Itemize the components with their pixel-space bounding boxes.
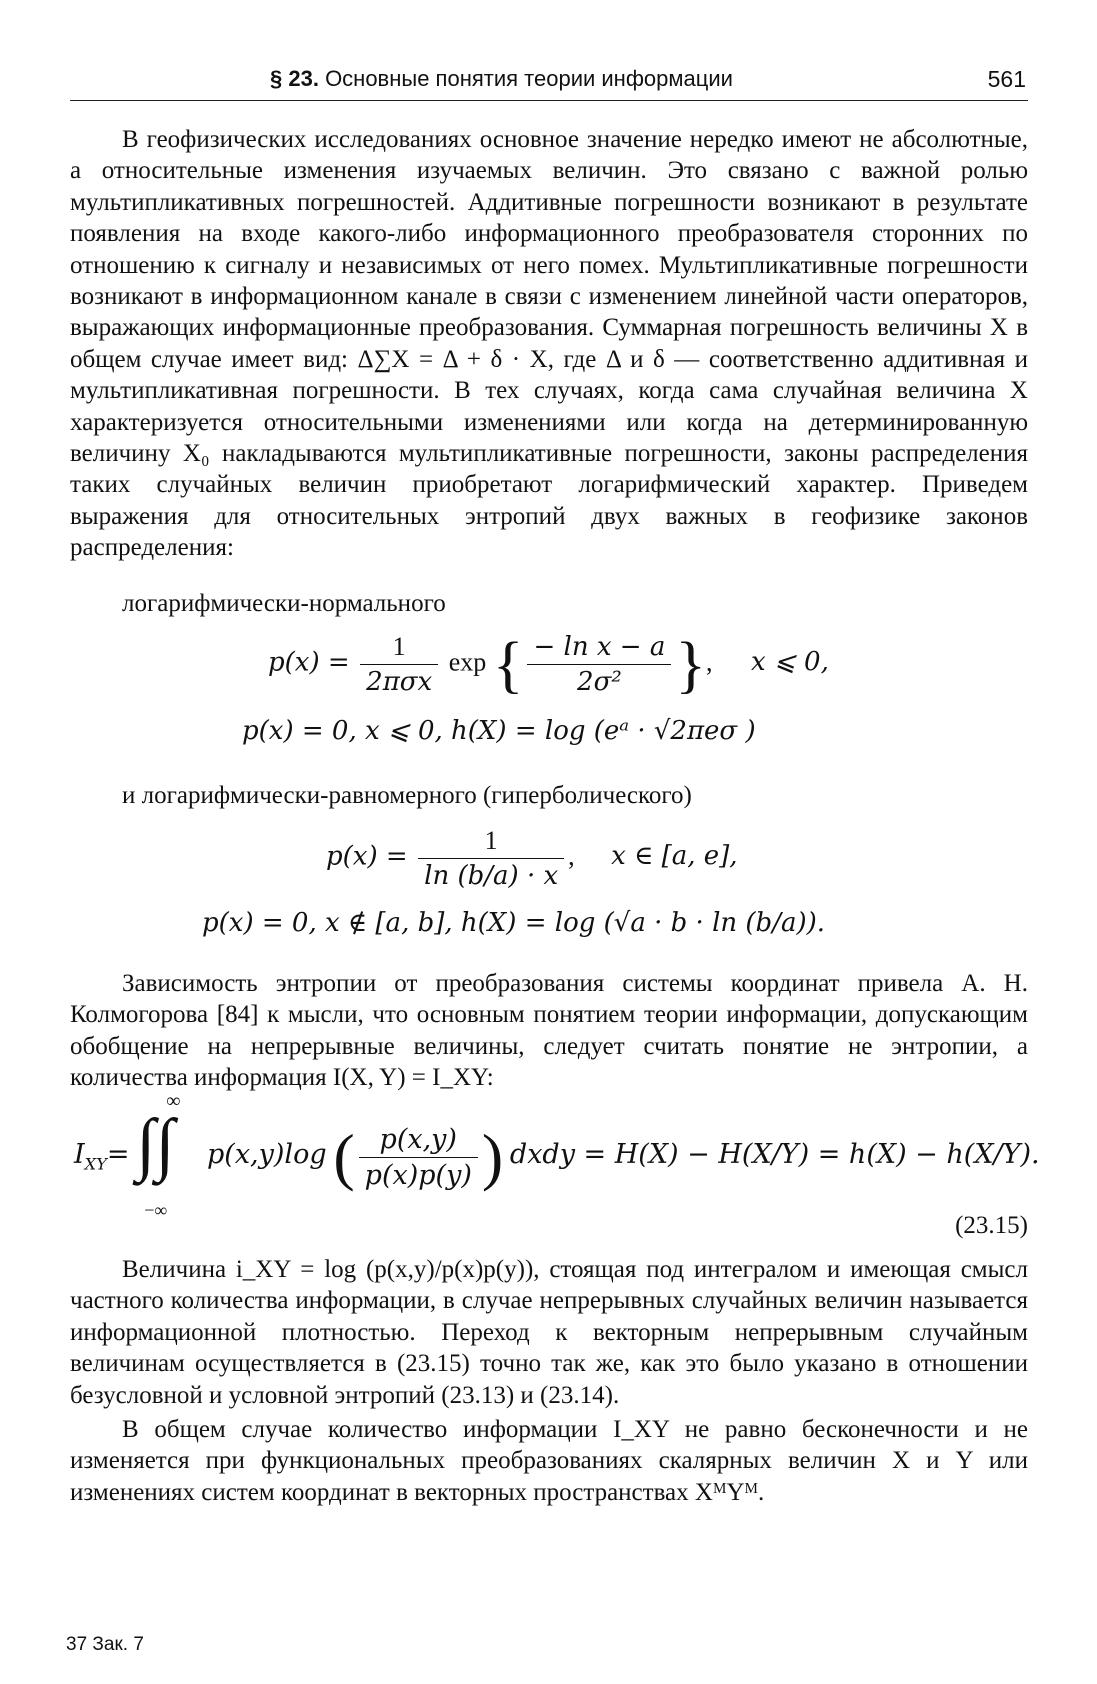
section-title: Основные понятия теории информации [325,66,733,91]
double-integral [136,1090,200,1220]
exponent-fraction: $\frac{\text{− ln x − a}}{\text{2σ²}}$ [527,632,671,697]
integral-sign: ∫∫ [136,1106,175,1183]
eq-lhs: p(x) = [268,647,350,678]
left-paren: ( [333,1121,355,1192]
lognormal-label: логарифмически-нормального [122,590,446,617]
page-number: 561 [987,66,1026,92]
equation-lognormal-entropy: p(x) = 0, x ⩽ 0, h(X) = log (eᵃ · √2πeσ ) [242,716,756,746]
equation-number: (23.15) [955,1212,1028,1239]
equation-lognormal-density: p(x) = $\frac{1}{\text{2πσx}}$ exp { $\frac{\text{− ln x − a}}{\text{2σ²}}$ }, x ⩽ 0, [268,628,829,700]
exp-function: exp [448,647,487,677]
right-brace: } [675,628,707,700]
eq-lhs: p(x) = [326,841,408,872]
eq-rhs: dxdy = H(X) − H(X/Y) = h(X) − h(X/Y). [509,1139,1040,1171]
section-number: § 23. [270,66,319,91]
right-paren: ) [481,1121,504,1192]
left-brace: { [492,628,524,700]
fraction: $\frac{1}{\text{2πσx}}$ [360,632,438,697]
paragraph-intro: В геофизических исследованиях основное значение нередко имеют не абсолютные, а относительные изменения изучаемых величин. Это связано с важной ролью мультипликативных погрешностей. Аддитивные погрешности возникают в результате появления на входе какого-либо информационного преобразователя сторонних по отношению к сигналу и независимых от него помех. Мультипликативные погрешности возникают в информационном канале в связи с изменением линейной части операторов, выражающих информационные преобразования. Суммарная погрешность величины X в общем случае имеет вид: Δ∑X = Δ + δ · X, где Δ и δ — соответственно аддитивная и мультипликативная погрешности. В тех случаях, когда сама случайная величина X характеризуется относительными изменениями или когда на детерминированную величину X₀ накладываются мультипликативные погрешности, законы распределения таких случайных величин приобретают логарифмический характер. Приведем выражения для относительных энтропий двух важных в геофизике законов распределения: [70,126,1028,562]
equation-mutual-information [74,1090,1040,1220]
signature-mark: 37 Зак. 7 [66,1634,144,1655]
paragraph-invariance: В общем случае количество информации I_XY не равно бесконечности и не изменяется при функциональных преобразованиях скалярных величин X и Y или изменениях систем координат в векторных пространствах XᴹYᴹ. [70,1416,1028,1506]
loguniform-label: и логарифмически-равномерного (гиперболического) [122,782,692,809]
eq-condition: x ∈ [a, e], [611,841,738,872]
eq-condition: x ⩽ 0, [751,647,829,678]
lower-limit: −∞ [144,1200,168,1220]
information-ratio: $\frac{p(x,y)}{p(x)p(y)}$ [359,1124,478,1191]
equation-loguniform-entropy: p(x) = 0, x ∉ [a, b], h(X) = log (√a · b · ln (b/a)). [202,908,826,938]
integrand: p(x,y)log [207,1139,327,1171]
fraction: $\frac{1}{\ln (b/a) \cdot x}$ [418,826,564,891]
paragraph-information-density: Величина i_XY = log (p(x,y)/p(x)p(y)), стоящая под интегралом и имеющая смысл частного количества информации, в случае непрерывных случайных величин называется информационной плотностью. Переход к векторным непрерывным случайным величинам осуществляется в (23.15) точно так же, как это было указано в отношении безусловной и условной энтропий (23.13) и (23.14). [70,1256,1028,1409]
header-title [270,66,733,92]
running-header [70,66,1028,101]
equation-loguniform-density: p(x) = $\frac{1}{\ln (b/a) \cdot x}$ , x ∈ [a, e], [326,826,738,891]
eq-lhs: $I_{XY}=$ [74,1139,130,1174]
book-page [66,0,1040,1684]
paragraph-kolmogorov: Зависимость энтропии от преобразования системы координат привела А. Н. Колмогорова [84] к мысли, что основным понятием теории информации, допускающим обобщение на непрерывные величины, следует считать понятие не энтропии, а количества информация I(X, Y) = I_XY: [70,970,1028,1092]
upper-limit: ∞ [166,1090,181,1112]
